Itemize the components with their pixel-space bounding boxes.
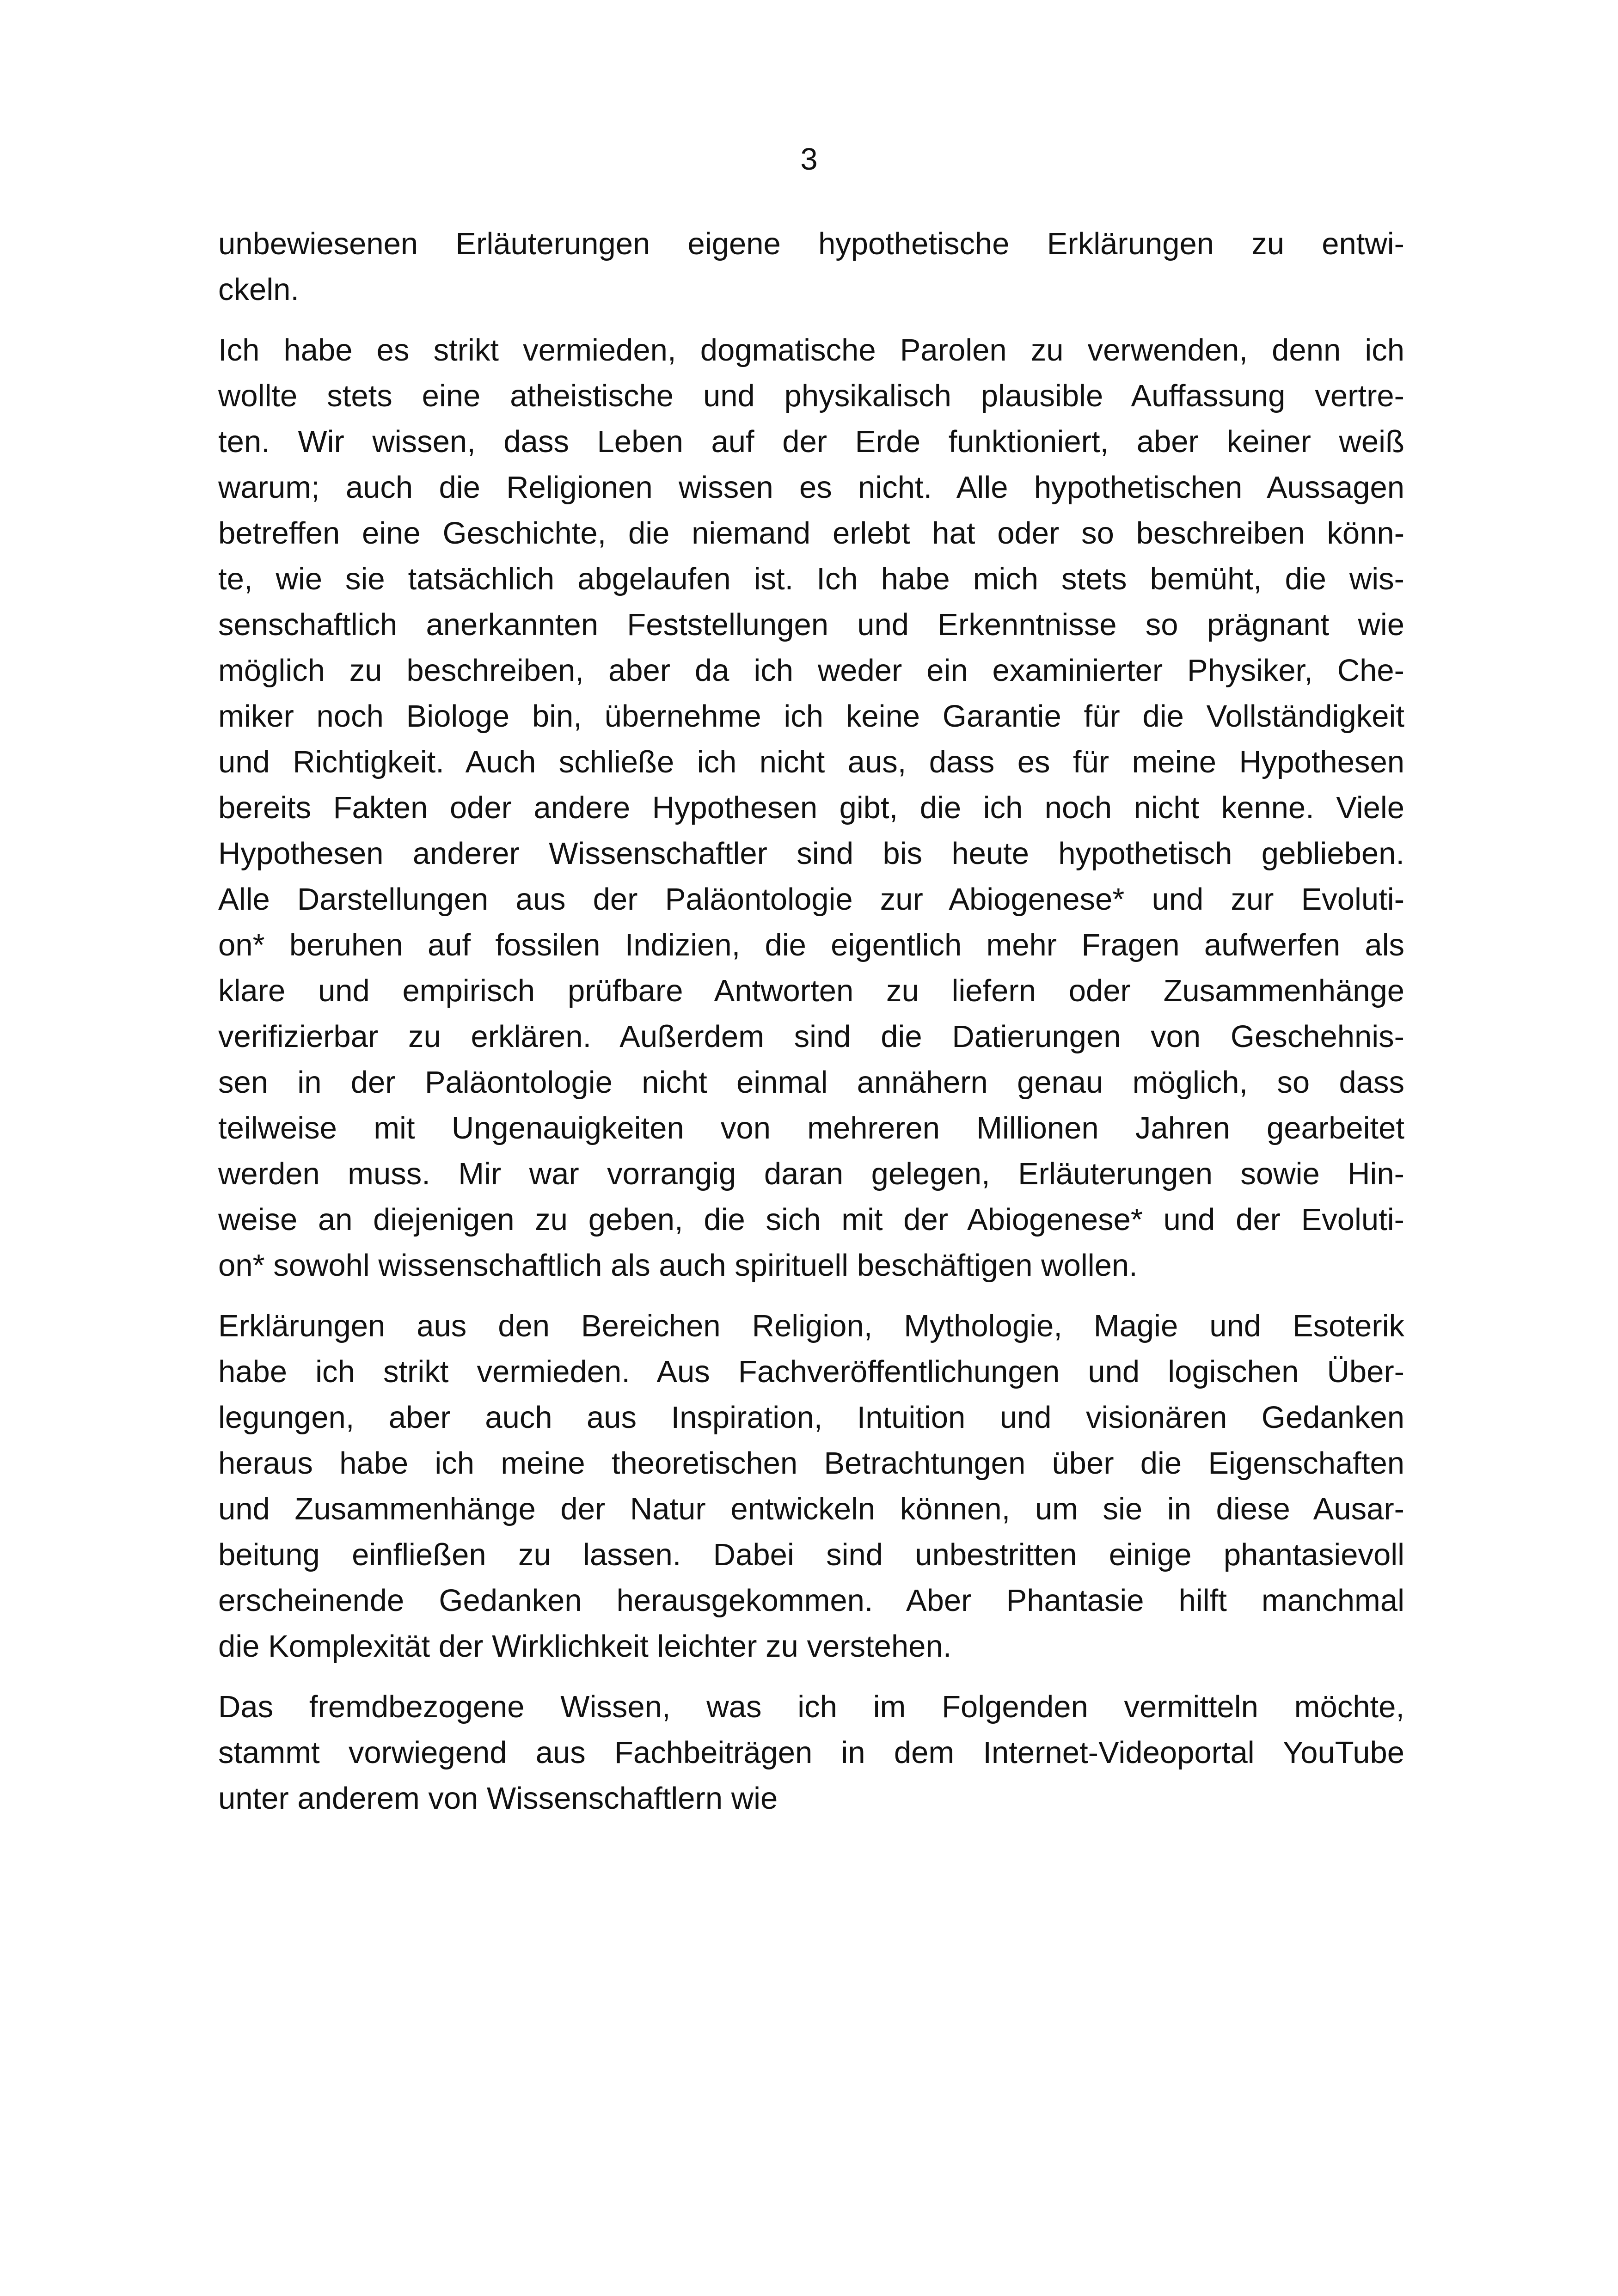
text-line: heraus habe ich meine theoretischen Betrachtungen über die Eigenschaften xyxy=(218,1446,1404,1481)
text-line: wollte stets eine atheistische und physikalisch plausible Auffassung vertre- xyxy=(218,379,1404,413)
text-line: möglich zu beschreiben, aber da ich weder ein examinierter Physiker, Che- xyxy=(218,653,1404,688)
text-line: sen in der Paläontologie nicht einmal annähern genau möglich, so dass xyxy=(218,1065,1404,1100)
text-line: klare und empirisch prüfbare Antworten zu liefern oder Zusammenhänge xyxy=(218,974,1404,1008)
text-line: on* beruhen auf fossilen Indizien, die eigentlich mehr Fragen aufwerfen als xyxy=(218,928,1404,962)
text-line: bereits Fakten oder andere Hypothesen gibt, die ich noch nicht kenne. Viele xyxy=(218,790,1404,825)
text-line: Ich habe es strikt vermieden, dogmatische Parolen zu verwenden, denn ich xyxy=(218,333,1404,367)
text-line: Erklärungen aus den Bereichen Religion, Mythologie, Magie und Esoterik xyxy=(218,1309,1404,1343)
paragraph xyxy=(218,1303,1404,1669)
text-line: on* sowohl wissenschaftlich als auch spirituell beschäftigen wollen. xyxy=(218,1248,1138,1283)
text-line: Hypothesen anderer Wissenschaftler sind bis heute hypothetisch geblieben. xyxy=(218,836,1404,871)
text-line: betreffen eine Geschichte, die niemand erlebt hat oder so beschreiben könn- xyxy=(218,516,1404,551)
text-line: senschaftlich anerkannten Feststellungen und Erkenntnisse so prägnant wie xyxy=(218,607,1404,642)
text-line: te, wie sie tatsächlich abgelaufen ist. Ich habe mich stets bemüht, die wis- xyxy=(218,562,1404,596)
text-line: legungen, aber auch aus Inspiration, Intuition und visionären Gedanken xyxy=(218,1400,1404,1435)
text-line: stammt vorwiegend aus Fachbeiträgen in dem Internet-Videoportal YouTube xyxy=(218,1735,1404,1770)
text-line: unbewiesenen Erläuterungen eigene hypothetische Erklärungen zu entwi- xyxy=(218,227,1404,261)
text-line: die Komplexität der Wirklichkeit leichter zu verstehen. xyxy=(218,1629,952,1664)
text-line: habe ich strikt vermieden. Aus Fachveröffentlichungen und logischen Über- xyxy=(218,1354,1404,1389)
paragraph xyxy=(218,327,1404,1288)
text-line: Alle Darstellungen aus der Paläontologie zur Abiogenese* und zur Evoluti- xyxy=(218,882,1404,917)
page-number: 3 xyxy=(800,142,818,177)
text-line: ckeln. xyxy=(218,272,300,307)
text-line: verifizierbar zu erklären. Außerdem sind die Datierungen von Geschehnis- xyxy=(218,1019,1404,1054)
text-line: weise an diejenigen zu geben, die sich mit der Abiogenese* und der Evoluti- xyxy=(218,1202,1404,1237)
text-line: Das fremdbezogene Wissen, was ich im Folgenden vermitteln möchte, xyxy=(218,1690,1404,1724)
body-text xyxy=(218,221,1404,1836)
text-line: warum; auch die Religionen wissen es nicht. Alle hypothetischen Aussagen xyxy=(218,470,1404,505)
paragraph xyxy=(218,1684,1404,1821)
text-line: und Richtigkeit. Auch schließe ich nicht aus, dass es für meine Hypothesen xyxy=(218,745,1404,779)
text-line: werden muss. Mir war vorrangig daran gelegen, Erläuterungen sowie Hin- xyxy=(218,1157,1404,1191)
text-line: erscheinende Gedanken herausgekommen. Aber Phantasie hilft manchmal xyxy=(218,1583,1404,1618)
text-line: miker noch Biologe bin, übernehme ich keine Garantie für die Vollständigkeit xyxy=(218,699,1404,734)
text-line: teilweise mit Ungenauigkeiten von mehreren Millionen Jahren gearbeitet xyxy=(218,1111,1404,1145)
text-line: und Zusammenhänge der Natur entwickeln können, um sie in diese Ausar- xyxy=(218,1492,1404,1526)
text-line: unter anderem von Wissenschaftlern wie xyxy=(218,1781,778,1816)
text-line: beitung einfließen zu lassen. Dabei sind unbestritten einige phantasievoll xyxy=(218,1537,1404,1572)
paragraph xyxy=(218,221,1404,312)
text-line: ten. Wir wissen, dass Leben auf der Erde funktioniert, aber keiner weiß xyxy=(218,424,1404,459)
